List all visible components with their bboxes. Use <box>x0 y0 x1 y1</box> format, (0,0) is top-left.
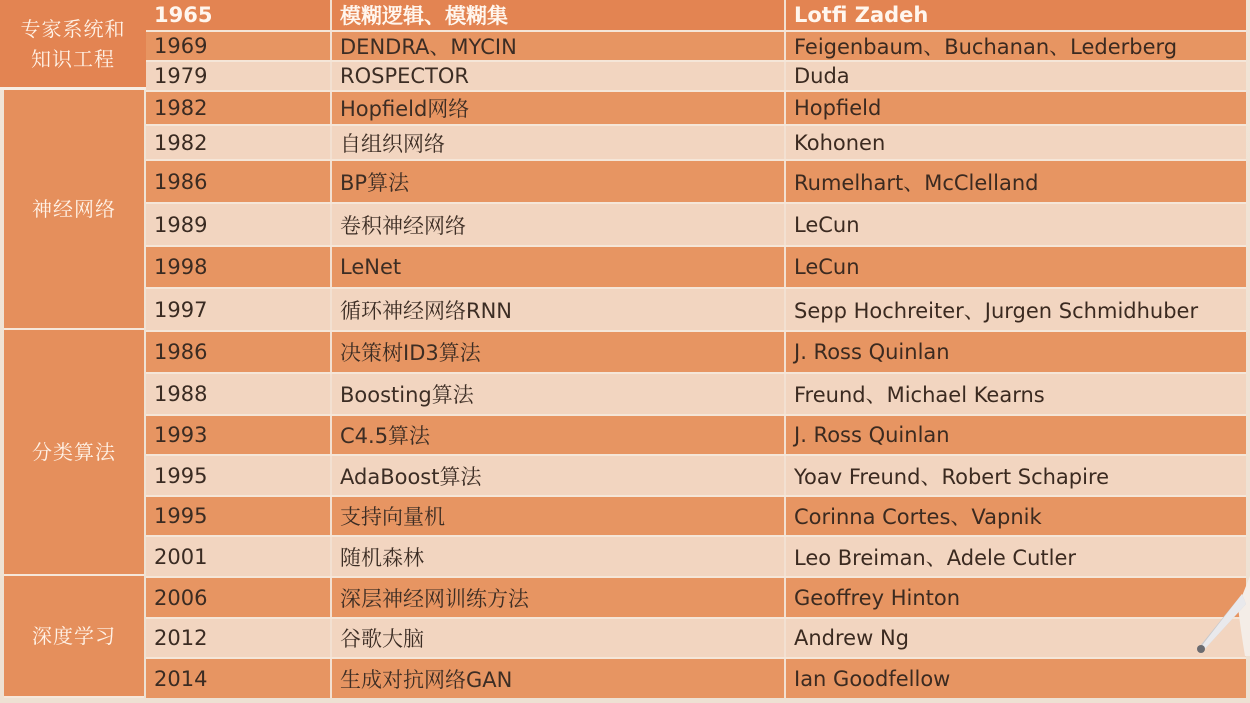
table-row <box>146 30 1246 60</box>
year-cell: 1993 <box>146 416 332 454</box>
table-row <box>146 657 1246 698</box>
category-label: 专家系统和 知识工程 <box>20 16 126 71</box>
table-row <box>146 495 1246 535</box>
year-cell: 1982 <box>146 126 332 159</box>
category-classification <box>4 330 144 576</box>
algorithm-cell: 谷歌大脑 <box>332 619 786 657</box>
algorithm-cell: C4.5算法 <box>332 416 786 454</box>
category-label: 深度学习 <box>32 624 116 648</box>
table-row <box>146 330 1246 372</box>
algorithm-cell: DENDRA、MYCIN <box>332 32 786 60</box>
table-row <box>146 245 1246 287</box>
year-cell: 1995 <box>146 497 332 535</box>
algorithm-cell: ROSPECTOR <box>332 62 786 90</box>
author-cell: LeCun <box>794 255 860 279</box>
table-row <box>146 535 1246 576</box>
algorithm-cell: Hopfield网络 <box>332 92 786 124</box>
year-cell: 2012 <box>146 619 332 657</box>
table-row <box>146 60 1246 90</box>
year-cell: 2014 <box>146 659 332 698</box>
year-cell: 1997 <box>146 289 332 330</box>
author-cell: Freund、Michael Kearns <box>794 383 1045 407</box>
table-row <box>146 124 1246 159</box>
year-cell: 1995 <box>146 456 332 495</box>
author-cell: Geoffrey Hinton <box>794 585 961 610</box>
table-row <box>146 0 1246 30</box>
algorithm-cell: 自组织网络 <box>332 126 786 159</box>
author-cell: Rumelhart、McClelland <box>794 170 1039 195</box>
author-cell: Leo Breiman、Adele Cutler <box>794 545 1077 570</box>
year-cell: 1988 <box>146 374 332 414</box>
year-cell: 1965 <box>146 0 332 30</box>
author-cell: LeCun <box>794 212 860 237</box>
year-cell: 2001 <box>146 537 332 576</box>
laser-pointer-icon <box>1190 576 1250 656</box>
category-neural-networks <box>4 90 144 330</box>
algorithm-cell: BP算法 <box>332 161 786 202</box>
table-row <box>146 202 1246 245</box>
table-row <box>146 576 1246 617</box>
year-cell: 1986 <box>146 161 332 202</box>
table-row <box>146 454 1246 495</box>
author-cell: Andrew Ng <box>794 626 909 650</box>
author-cell: Yoav Freund、Robert Schapire <box>794 464 1110 489</box>
category-expert-systems <box>0 0 146 90</box>
category-label: 神经网络 <box>32 197 116 221</box>
author-cell: Hopfield <box>794 96 882 120</box>
algorithm-cell: Boosting算法 <box>332 374 786 414</box>
author-cell: Kohonen <box>794 130 886 155</box>
author-cell: Ian Goodfellow <box>794 666 951 691</box>
category-deep-learning <box>4 576 144 698</box>
table-row <box>146 617 1246 657</box>
author-cell: Duda <box>794 64 850 88</box>
algorithm-cell: 深层神经网训练方法 <box>332 578 786 617</box>
table-row <box>146 287 1246 330</box>
algorithm-cell: AdaBoost算法 <box>332 456 786 495</box>
table-row <box>146 90 1246 124</box>
year-cell: 1998 <box>146 247 332 287</box>
algorithm-cell: 卷积神经网络 <box>332 204 786 245</box>
algorithm-cell: 支持向量机 <box>332 497 786 535</box>
author-cell: J. Ross Quinlan <box>794 423 950 447</box>
table-row <box>146 159 1246 202</box>
year-cell: 1979 <box>146 62 332 90</box>
algorithm-cell: 生成对抗网络GAN <box>332 659 786 698</box>
algorithm-cell: 循环神经网络RNN <box>332 289 786 330</box>
author-cell: J. Ross Quinlan <box>794 340 950 364</box>
author-cell: Corinna Cortes、Vapnik <box>794 505 1042 529</box>
algorithm-cell: 随机森林 <box>332 537 786 576</box>
table-row <box>146 372 1246 414</box>
algorithm-cell: 决策树ID3算法 <box>332 332 786 372</box>
algorithm-cell: 模糊逻辑、模糊集 <box>332 0 786 30</box>
year-cell: 1982 <box>146 92 332 124</box>
algorithm-cell: LeNet <box>332 247 786 287</box>
author-cell: Lotfi Zadeh <box>794 3 929 27</box>
category-label: 分类算法 <box>32 440 116 464</box>
year-cell: 1969 <box>146 32 332 60</box>
table-row <box>146 414 1246 454</box>
year-cell: 2006 <box>146 578 332 617</box>
author-cell: Feigenbaum、Buchanan、Lederberg <box>794 35 1178 59</box>
year-cell: 1986 <box>146 332 332 372</box>
author-cell: Sepp Hochreiter、Jurgen Schmidhuber <box>794 298 1199 323</box>
year-cell: 1989 <box>146 204 332 245</box>
